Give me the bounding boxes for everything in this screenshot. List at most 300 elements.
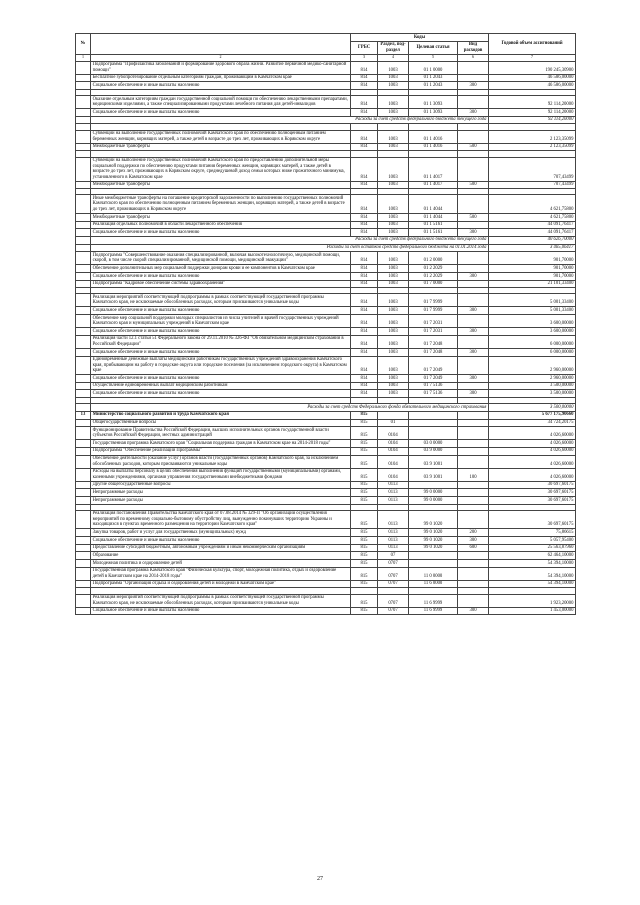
table-row bbox=[76, 335, 576, 348]
row-number bbox=[76, 447, 91, 455]
row-grbs: 814 bbox=[351, 375, 378, 383]
row-name: Другие общегосударственные вопросы bbox=[91, 481, 351, 489]
row-vid: 300 bbox=[458, 390, 489, 398]
table-row bbox=[76, 481, 576, 489]
row-amount: 901,70000 bbox=[489, 272, 576, 280]
row-grbs: 815 bbox=[351, 552, 378, 560]
row-cel: 11 0 0000 bbox=[409, 567, 458, 580]
row-cel: 01 1 5161 bbox=[409, 221, 458, 229]
row-grbs: 815 bbox=[351, 544, 378, 552]
row-vid bbox=[458, 356, 489, 375]
row-cel: 11 6 0000 bbox=[409, 580, 458, 588]
row-vid: 500 bbox=[458, 143, 489, 151]
row-cel: 01 7 2048 bbox=[409, 348, 458, 356]
table-row bbox=[76, 280, 576, 288]
row-razdel: 1003 bbox=[378, 157, 409, 181]
row-grbs: 814 bbox=[351, 348, 378, 356]
row-grbs: 814 bbox=[351, 294, 378, 307]
row-number bbox=[76, 272, 91, 280]
row-grbs: 815 bbox=[351, 489, 378, 497]
row-name: Социальное обеспечение и иные выплаты населению bbox=[91, 307, 351, 315]
row-cel: 01 1 4044 bbox=[409, 195, 458, 214]
row-cel bbox=[409, 559, 458, 567]
row-vid bbox=[458, 419, 489, 427]
row-razdel: 1003 bbox=[378, 390, 409, 398]
header-index-row bbox=[76, 54, 576, 61]
row-vid: 100 bbox=[458, 468, 489, 481]
row-amount: 30 697,60175 bbox=[489, 497, 576, 505]
row-name: Обеспечение деятельности (оказание услуг) органов власти (государственных органов) Камчатского края, за исключением обособленных расходов, которым присваиваются уникальные коды bbox=[91, 455, 351, 468]
row-razdel: 07 bbox=[378, 552, 409, 560]
row-grbs: 815 bbox=[351, 455, 378, 468]
row-cel: 99 0 1020 bbox=[409, 537, 458, 545]
row-cel: 01 1 4017 bbox=[409, 157, 458, 181]
row-cel: 01 2 2029 bbox=[409, 272, 458, 280]
row-cel: 01 1 3093 bbox=[409, 96, 458, 109]
row-razdel: 0707 bbox=[378, 594, 409, 607]
row-cel bbox=[409, 481, 458, 489]
row-razdel: 1003 bbox=[378, 294, 409, 307]
row-note-text: Расходы за счет средств Федерального фонда обязательного медицинского страхования bbox=[91, 404, 489, 412]
row-razdel: 0113 bbox=[378, 510, 409, 529]
table-row bbox=[76, 315, 576, 328]
table-row bbox=[76, 130, 576, 143]
row-vid bbox=[458, 481, 489, 489]
row-number bbox=[76, 109, 91, 117]
row-cel: 99 0 1020 bbox=[409, 529, 458, 537]
table-row bbox=[76, 455, 576, 468]
row-razdel: 1003 bbox=[378, 252, 409, 265]
row-razdel: 1003 bbox=[378, 375, 409, 383]
table-row bbox=[76, 537, 576, 545]
row-cel: 01 1 0000 bbox=[409, 61, 458, 74]
row-razdel: 0707 bbox=[378, 580, 409, 588]
row-name: Реализация мероприятий соответствующей подпрограммы в рамках соответствующей государственной программы Камчатского края, не исключаемые обособленных расходах, которым присваиваются уникальные коды bbox=[91, 294, 351, 307]
row-cel: 01 7 2049 bbox=[409, 375, 458, 383]
table-row bbox=[76, 567, 576, 580]
row-number bbox=[76, 294, 91, 307]
row-razdel: 1003 bbox=[378, 181, 409, 189]
row-amount: 46 586,00000 bbox=[489, 74, 576, 82]
row-razdel: 1003 bbox=[378, 328, 409, 336]
row-number bbox=[76, 116, 91, 124]
row-razdel: 1003 bbox=[378, 143, 409, 151]
row-razdel: 0707 bbox=[378, 567, 409, 580]
row-name: Социальное обеспечение и иные выплаты населению bbox=[91, 607, 351, 615]
row-number bbox=[76, 455, 91, 468]
row-grbs: 815 bbox=[351, 567, 378, 580]
row-razdel bbox=[378, 411, 409, 419]
row-vid: 200 bbox=[458, 529, 489, 537]
row-name: Единовременные денежные выплаты медицинским работникам государственных учреждений здравоохранения Камчатского края, прибывающим на работу в городские округа или городские поселения (за исключением городского округа) в Камчатском крае bbox=[91, 356, 351, 375]
row-amount: 54 394,10000 bbox=[489, 580, 576, 588]
row-number bbox=[76, 481, 91, 489]
table-row bbox=[76, 272, 576, 280]
row-number bbox=[76, 607, 91, 615]
row-vid bbox=[458, 315, 489, 328]
table-row bbox=[76, 489, 576, 497]
row-vid bbox=[458, 96, 489, 109]
row-razdel: 1003 bbox=[378, 82, 409, 90]
header-razdel: Раздел, под-раздел bbox=[378, 41, 409, 54]
row-vid bbox=[458, 265, 489, 273]
row-number bbox=[76, 221, 91, 229]
header-cel: Целевая статья bbox=[409, 41, 458, 54]
row-razdel: 1003 bbox=[378, 356, 409, 375]
row-amount: 1 453,00000 bbox=[489, 607, 576, 615]
table-row bbox=[76, 356, 576, 375]
row-cel: 01 1 5161 bbox=[409, 229, 458, 237]
row-vid bbox=[458, 497, 489, 505]
row-name: Подпрограмма "Организация отдыха и оздоровления детей и молодежи в Камчатском крае" bbox=[91, 580, 351, 588]
table-row bbox=[76, 382, 576, 390]
budget-table bbox=[75, 33, 576, 615]
row-grbs: 814 bbox=[351, 61, 378, 74]
row-grbs: 815 bbox=[351, 580, 378, 588]
row-amount: 3 465,06417 bbox=[489, 244, 576, 252]
row-number bbox=[76, 61, 91, 74]
table-row bbox=[76, 328, 576, 336]
row-vid: 600 bbox=[458, 544, 489, 552]
row-name: Бесплатное зубопротезирование отдельным категориям граждан, проживающим в Камчатском крае bbox=[91, 74, 351, 82]
row-number bbox=[76, 96, 91, 109]
table-row bbox=[76, 580, 576, 588]
row-grbs: 815 bbox=[351, 537, 378, 545]
row-vid bbox=[458, 510, 489, 529]
row-amount: 3 600,00000 bbox=[489, 315, 576, 328]
table-row bbox=[76, 252, 576, 265]
row-vid bbox=[458, 280, 489, 288]
row-razdel: 1003 bbox=[378, 307, 409, 315]
row-amount: 4 026,60000 bbox=[489, 427, 576, 440]
row-amount: 3 500,00000 bbox=[489, 382, 576, 390]
row-number bbox=[76, 390, 91, 398]
row-grbs: 814 bbox=[351, 96, 378, 109]
row-amount: 707,43499 bbox=[489, 181, 576, 189]
row-name: Социальное обеспечение и иные выплаты населению bbox=[91, 348, 351, 356]
row-amount: 25 563,87960 bbox=[489, 544, 576, 552]
table-row bbox=[76, 559, 576, 567]
row-vid: 300 bbox=[458, 272, 489, 280]
row-amount: 34 724,20175 bbox=[489, 419, 576, 427]
row-vid bbox=[458, 382, 489, 390]
row-cel: 01 7 5136 bbox=[409, 390, 458, 398]
header-number: № bbox=[76, 34, 91, 55]
row-number bbox=[76, 195, 91, 214]
row-razdel: 1003 bbox=[378, 96, 409, 109]
row-number bbox=[76, 510, 91, 529]
row-number bbox=[76, 236, 91, 244]
row-grbs: 815 bbox=[351, 468, 378, 481]
row-number bbox=[76, 404, 91, 412]
row-amount: 62 464,10000 bbox=[489, 552, 576, 560]
row-amount: 4 026,60000 bbox=[489, 440, 576, 448]
row-number bbox=[76, 375, 91, 383]
row-razdel: 1003 bbox=[378, 315, 409, 328]
row-amount: 54 394,10000 bbox=[489, 559, 576, 567]
row-vid bbox=[458, 580, 489, 588]
row-cel: 03 9 0000 bbox=[409, 447, 458, 455]
row-cel: 01 7 2031 bbox=[409, 315, 458, 328]
table-row bbox=[76, 552, 576, 560]
row-number bbox=[76, 559, 91, 567]
row-cel: 99 0 0000 bbox=[409, 497, 458, 505]
row-amount: 2 960,00000 bbox=[489, 356, 576, 375]
row-cel: 01 2 0000 bbox=[409, 252, 458, 265]
row-grbs: 814 bbox=[351, 307, 378, 315]
row-cel: 01 1 4017 bbox=[409, 181, 458, 189]
row-razdel: 0104 bbox=[378, 427, 409, 440]
row-name: Реализация части 12.1 статьи 51 Федерального закона от 29.11.2010 № 326-ФЗ "Об обязательном медицинском страховании в Российской Федерации" bbox=[91, 335, 351, 348]
row-number bbox=[76, 537, 91, 545]
table-row bbox=[76, 607, 576, 615]
row-vid bbox=[458, 221, 489, 229]
row-number bbox=[76, 567, 91, 580]
row-name: Государственная программа Камчатского края "Социальная поддержка граждан в Камчатском крае на 2014-2018 годы" bbox=[91, 440, 351, 448]
row-name: Иные межбюджетные трансферты на погашение кредиторской задолженности по выполнению государственных полномочий Камчатского края по обеспечению полноценным питанием беременных женщин, кормящих матерей, а также детей в возрасте до трех лет, проживающих в Корякском округе bbox=[91, 195, 351, 214]
row-name: Обеспечение мер социальной поддержки молодых специалистов из числа учителей и врачей государственных учреждений Камчатского края и муниципальных учреждений в Камчатском крае bbox=[91, 315, 351, 328]
row-name: Общегосударственные вопросы bbox=[91, 419, 351, 427]
row-grbs: 815 bbox=[351, 481, 378, 489]
row-number bbox=[76, 181, 91, 189]
row-grbs: 814 bbox=[351, 265, 378, 273]
row-name: Социальное обеспечение и иные выплаты населению bbox=[91, 82, 351, 90]
row-grbs: 814 bbox=[351, 109, 378, 117]
row-number bbox=[76, 497, 91, 505]
row-vid: 300 bbox=[458, 607, 489, 615]
row-amount: 2 123,35099 bbox=[489, 130, 576, 143]
row-cel: 99 0 0000 bbox=[409, 489, 458, 497]
table-row bbox=[76, 213, 576, 221]
row-cel bbox=[409, 411, 458, 419]
row-razdel: 1003 bbox=[378, 348, 409, 356]
row-number bbox=[76, 552, 91, 560]
row-razdel: 1003 bbox=[378, 221, 409, 229]
row-grbs: 815 bbox=[351, 594, 378, 607]
row-razdel: 0104 bbox=[378, 447, 409, 455]
row-amount: 30 697,60175 bbox=[489, 510, 576, 529]
table-row bbox=[76, 427, 576, 440]
row-grbs: 814 bbox=[351, 157, 378, 181]
row-amount: 4 026,60000 bbox=[489, 455, 576, 468]
row-name: Реализация мероприятий соответствующей подпрограммы в рамках соответствующей государственной программы Камчатского края, не исключаемые обособленных расходах, которым присваиваются уникальные коды bbox=[91, 594, 351, 607]
row-cel: 01 7 9999 bbox=[409, 294, 458, 307]
row-razdel: 1003 bbox=[378, 213, 409, 221]
row-vid bbox=[458, 74, 489, 82]
row-cel: 03 0 0000 bbox=[409, 440, 458, 448]
table-row bbox=[76, 544, 576, 552]
row-grbs: 814 bbox=[351, 315, 378, 328]
row-vid bbox=[458, 335, 489, 348]
row-name: Обеспечение дополнительных мер социальной поддержки донорам крови и ее компонентов в Камчатском крае bbox=[91, 265, 351, 273]
row-razdel: 01 bbox=[378, 419, 409, 427]
note-row bbox=[76, 236, 576, 244]
row-amount: 2 960,00000 bbox=[489, 375, 576, 383]
row-name: Государственная программа Камчатского края "Физическая культура, спорт, молодежная политика, отдых и оздоровление детей в Камчатском крае на 2014-2018 годы" bbox=[91, 567, 351, 580]
row-number bbox=[76, 74, 91, 82]
header-amount: Годовой объем ассигнований bbox=[489, 34, 576, 55]
row-razdel: 0113 bbox=[378, 497, 409, 505]
index-cell: 6 bbox=[458, 54, 489, 61]
row-cel: 01 7 0000 bbox=[409, 280, 458, 288]
row-vid: 300 bbox=[458, 109, 489, 117]
row-amount: 707,43499 bbox=[489, 157, 576, 181]
row-note-text: Расходы за счет остатков средств федерального бюджета на 01.01.2014 года bbox=[91, 244, 489, 252]
row-razdel: 1003 bbox=[378, 130, 409, 143]
row-grbs: 814 bbox=[351, 195, 378, 214]
row-name: Закупка товаров, работ и услуг для государственных (муниципальных) нужд bbox=[91, 529, 351, 537]
note-row bbox=[76, 244, 576, 252]
row-razdel: 0104 bbox=[378, 468, 409, 481]
row-amount: 4 026,60000 bbox=[489, 447, 576, 455]
row-name: Расходы на выплаты персоналу в целях обеспечения выполнения функций государственными (муниципальными) органами, казенными учреждениями, органами управления государственными внебюджетными фондами bbox=[91, 468, 351, 481]
table-row bbox=[76, 181, 576, 189]
row-amount: 190 245,30900 bbox=[489, 61, 576, 74]
row-cel bbox=[409, 427, 458, 440]
index-cell: 4 bbox=[378, 54, 409, 61]
table-row bbox=[76, 195, 576, 214]
row-name: Социальное обеспечение и иные выплаты населению bbox=[91, 537, 351, 545]
row-cel: 01 7 9999 bbox=[409, 307, 458, 315]
table-row bbox=[76, 307, 576, 315]
table-row bbox=[76, 96, 576, 109]
row-name: Непрограммные расходы bbox=[91, 497, 351, 505]
row-name: Подпрограмма "Совершенствование оказания специализированной, включая высокотехнологичную, медицинской помощи, скорой, в том числе скорой специализированной, медицинской помощи, медицинской эвакуации" bbox=[91, 252, 351, 265]
table-row bbox=[76, 143, 576, 151]
row-grbs: 815 bbox=[351, 447, 378, 455]
row-grbs: 814 bbox=[351, 213, 378, 221]
row-razdel: 0113 bbox=[378, 529, 409, 537]
row-cel: 01 7 5136 bbox=[409, 382, 458, 390]
row-number bbox=[76, 280, 91, 288]
row-vid bbox=[458, 61, 489, 74]
row-razdel: 1003 bbox=[378, 61, 409, 74]
row-amount: 5 001,33400 bbox=[489, 294, 576, 307]
row-name: Подпрограмма "Обеспечение реализации Программы" bbox=[91, 447, 351, 455]
table-row bbox=[76, 594, 576, 607]
row-cel: 01 1 4016 bbox=[409, 143, 458, 151]
row-razdel: 0104 bbox=[378, 440, 409, 448]
row-number bbox=[76, 307, 91, 315]
row-razdel: 0707 bbox=[378, 559, 409, 567]
row-razdel: 1003 bbox=[378, 382, 409, 390]
row-number bbox=[76, 252, 91, 265]
row-grbs: 814 bbox=[351, 390, 378, 398]
row-name: Социальное обеспечение и иные выплаты населению bbox=[91, 390, 351, 398]
row-name: Подпрограмма "Профилактика заболеваний и формирование здорового образа жизни. Развитие первичной медико-санитарной помощи" bbox=[91, 61, 351, 74]
row-name: Министерство социального развития и труда Камчатского края bbox=[91, 411, 351, 419]
row-cel: 01 2 2029 bbox=[409, 265, 458, 273]
row-number bbox=[76, 594, 91, 607]
row-vid: 300 bbox=[458, 537, 489, 545]
row-vid: 500 bbox=[458, 213, 489, 221]
row-vid bbox=[458, 294, 489, 307]
row-cel: 11 6 9999 bbox=[409, 607, 458, 615]
row-number bbox=[76, 229, 91, 237]
row-razdel: 1003 bbox=[378, 74, 409, 82]
note-row bbox=[76, 116, 576, 124]
row-name: Молодежная политика и оздоровление детей bbox=[91, 559, 351, 567]
row-amount: 46 586,00000 bbox=[489, 82, 576, 90]
row-amount: 5 057,95400 bbox=[489, 537, 576, 545]
table-row bbox=[76, 61, 576, 74]
row-vid bbox=[458, 157, 489, 181]
row-number: 13 bbox=[76, 411, 91, 419]
row-grbs: 814 bbox=[351, 280, 378, 288]
row-razdel: 1003 bbox=[378, 265, 409, 273]
row-grbs: 814 bbox=[351, 356, 378, 375]
row-razdel: 1003 bbox=[378, 272, 409, 280]
row-number bbox=[76, 544, 91, 552]
header-vid: Вид расходов bbox=[458, 41, 489, 54]
row-name: Осуществление единовременных выплат медицинским работникам bbox=[91, 382, 351, 390]
table-row bbox=[76, 82, 576, 90]
row-amount: 30 697,60175 bbox=[489, 489, 576, 497]
row-grbs: 815 bbox=[351, 440, 378, 448]
row-vid bbox=[458, 195, 489, 214]
row-name: Реализация постановления Правительства Камчатского края от 07.08.2014 № 329-П "Об организации осуществления мероприятий по временному социально-бытовому обустройству лиц, вынужденно покинувших территорию Украины и находящихся в пунктах временного размещения на территории Камчатского края" bbox=[91, 510, 351, 529]
row-razdel: 1003 bbox=[378, 109, 409, 117]
table-body bbox=[76, 61, 576, 615]
row-grbs: 815 bbox=[351, 559, 378, 567]
row-amount: 44 091,76417 bbox=[489, 221, 576, 229]
row-amount: 92 114,20000 bbox=[489, 109, 576, 117]
row-amount: 3 600,00000 bbox=[489, 328, 576, 336]
row-amount: 3 500,00000 bbox=[489, 404, 576, 412]
header-name bbox=[91, 34, 351, 55]
row-name: Субвенции на выполнение государственных полномочий Камчатского края по обеспечению полноценным питанием беременных женщин, кормящих матерей, а также детей в возрасте до трех лет, проживающих в Корякском округе bbox=[91, 130, 351, 143]
row-name: Подпрограмма "Кадровое обеспечение системы здравоохранения" bbox=[91, 280, 351, 288]
row-grbs: 814 bbox=[351, 74, 378, 82]
row-grbs: 815 bbox=[351, 510, 378, 529]
index-cell: 3 bbox=[351, 54, 378, 61]
table-row bbox=[76, 419, 576, 427]
row-name: Субвенции на выполнение государственных полномочий Камчатского края по предоставлению дополнительной меры социальной поддержки по обеспечению продуктами питания беременных женщин, кормящих матерей, а также детей в возрасте до трех лет, проживающих в Корякском округе, среднедушевой доход семьи которых ниже прожиточного минимума, установленного в Камчатском крае bbox=[91, 157, 351, 181]
row-vid bbox=[458, 552, 489, 560]
row-amount: 5 001,33400 bbox=[489, 307, 576, 315]
row-name: Межбюджетные трансферты bbox=[91, 213, 351, 221]
row-vid bbox=[458, 594, 489, 607]
row-number bbox=[76, 489, 91, 497]
row-amount: 2 123,35099 bbox=[489, 143, 576, 151]
row-grbs: 815 bbox=[351, 497, 378, 505]
row-number bbox=[76, 130, 91, 143]
row-amount: 4 621,75800 bbox=[489, 213, 576, 221]
row-grbs: 815 bbox=[351, 607, 378, 615]
row-number bbox=[76, 157, 91, 181]
row-name: Социальное обеспечение и иные выплаты населению bbox=[91, 375, 351, 383]
row-note-text: Расходы за счет средств федерального бюджета текущего года bbox=[91, 236, 489, 244]
row-vid: 500 bbox=[458, 181, 489, 189]
row-note-text: Расходы за счет средств федерального бюджета текущего года bbox=[91, 116, 489, 124]
row-vid bbox=[458, 567, 489, 580]
row-number bbox=[76, 82, 91, 90]
row-grbs: 814 bbox=[351, 328, 378, 336]
row-number bbox=[76, 265, 91, 273]
row-vid bbox=[458, 559, 489, 567]
row-name: Социальное обеспечение и иные выплаты населению bbox=[91, 272, 351, 280]
row-amount: 4 621,75800 bbox=[489, 195, 576, 214]
index-cell: 2 bbox=[91, 54, 351, 61]
table-row bbox=[76, 529, 576, 537]
row-cel: 01 7 2031 bbox=[409, 328, 458, 336]
row-amount: 5 677 175,90660 bbox=[489, 411, 576, 419]
row-amount: 4 026,60000 bbox=[489, 468, 576, 481]
row-name: Предоставление субсидий бюджетным, автономным учреждениям и иным некоммерческим организациям bbox=[91, 544, 351, 552]
row-vid bbox=[458, 130, 489, 143]
row-vid bbox=[458, 411, 489, 419]
row-number bbox=[76, 348, 91, 356]
